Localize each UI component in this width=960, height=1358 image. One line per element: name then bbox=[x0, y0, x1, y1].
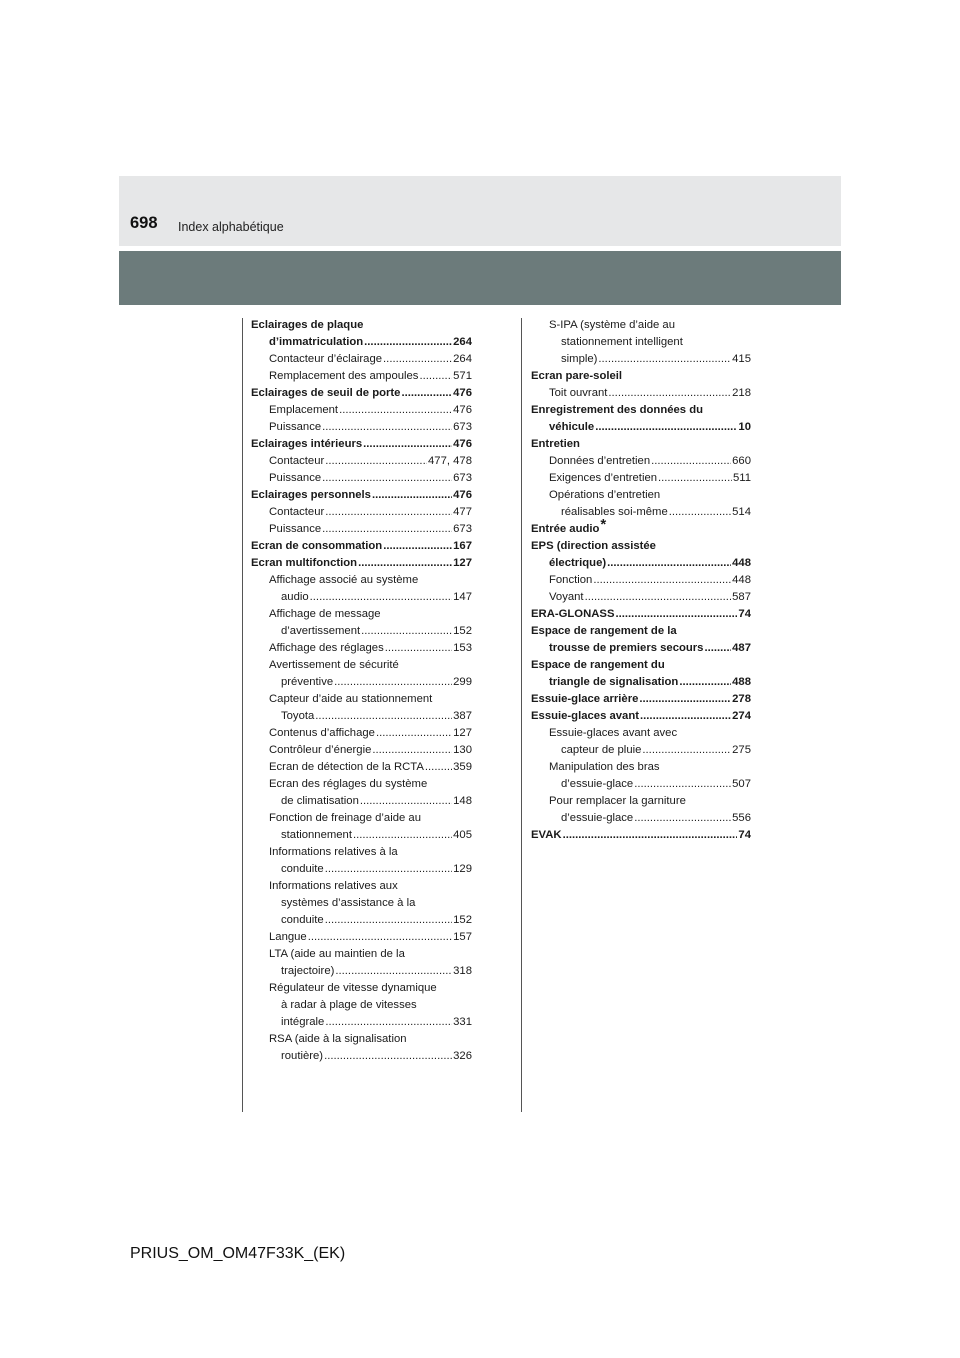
index-entry-sub bbox=[251, 963, 472, 980]
index-entry-text: Affichage de message bbox=[269, 608, 381, 620]
dot-leader bbox=[607, 555, 731, 572]
index-entry-text: Remplacement des ampoules bbox=[269, 370, 419, 382]
index-entry-heading bbox=[251, 487, 472, 504]
index-entry-text: d’immatriculation bbox=[269, 336, 364, 348]
index-entry-text: ERA-GLONASS bbox=[531, 608, 615, 620]
dot-leader bbox=[401, 385, 452, 402]
index-entry-heading bbox=[251, 436, 472, 453]
index-entry-text: Informations relatives à la bbox=[269, 846, 398, 858]
dot-leader bbox=[383, 538, 452, 555]
index-entry-text: capteur de pluie bbox=[561, 744, 642, 756]
index-page-ref[interactable]: 331 bbox=[453, 1016, 472, 1028]
index-entry-text: conduite bbox=[281, 863, 324, 875]
index-entry-text: trousse de premiers secours bbox=[549, 642, 704, 654]
page-number: 698 bbox=[130, 214, 158, 232]
document-code: PRIUS_OM_OM47F33K_(EK) bbox=[130, 1245, 346, 1262]
dot-leader bbox=[634, 776, 731, 793]
dot-leader bbox=[658, 470, 732, 487]
index-entry-text: Espace de rangement de la bbox=[531, 625, 677, 637]
index-page-ref[interactable]: 660 bbox=[732, 455, 751, 467]
index-entry-heading bbox=[251, 555, 472, 572]
index-entry-text: Voyant bbox=[549, 591, 584, 603]
index-entry-text: Enregistrement des données du bbox=[531, 404, 704, 416]
dot-leader bbox=[322, 419, 452, 436]
index-entry-sub bbox=[531, 742, 751, 759]
index-entry-sub bbox=[251, 351, 472, 368]
index-entry-sub bbox=[251, 742, 472, 759]
dot-leader bbox=[325, 912, 452, 929]
index-entry-text: d’avertissement bbox=[281, 625, 361, 637]
index-page-ref[interactable]: 74 bbox=[738, 829, 751, 841]
index-entry-text: Puissance bbox=[269, 472, 322, 484]
index-entry-text: à radar à plage de vitesses bbox=[281, 999, 417, 1011]
index-entry-sub bbox=[251, 521, 472, 538]
index-entry-heading bbox=[531, 623, 751, 640]
index-entry-sub bbox=[251, 572, 472, 589]
index-entry-sub bbox=[531, 453, 751, 470]
index-page-ref[interactable]: 476 bbox=[453, 404, 472, 416]
index-entry-heading bbox=[251, 385, 472, 402]
index-entry-text: conduite bbox=[281, 914, 324, 926]
index-entry-text: Informations relatives aux bbox=[269, 880, 398, 892]
index-entry-sub bbox=[531, 776, 751, 793]
index-entry-heading bbox=[251, 334, 472, 351]
dot-leader bbox=[334, 674, 452, 691]
index-entry-text: EVAK bbox=[531, 829, 562, 841]
dot-leader bbox=[335, 963, 452, 980]
index-column-left bbox=[251, 317, 472, 1065]
index-page-ref[interactable]: 387 bbox=[453, 710, 472, 722]
index-entry-text: triangle de signalisation bbox=[549, 676, 679, 688]
index-entry-heading bbox=[531, 691, 751, 708]
index-entry-sub bbox=[251, 402, 472, 419]
index-entry-text: véhicule bbox=[549, 421, 595, 433]
index-entry-text: d’essuie-glace bbox=[561, 778, 634, 790]
index-entry-text: d’essuie-glace bbox=[561, 812, 634, 824]
index-entry-text: systèmes d’assistance à la bbox=[281, 897, 416, 909]
index-entry-text: Ecran multifonction bbox=[251, 557, 358, 569]
index-entry-text: Eclairages intérieurs bbox=[251, 438, 363, 450]
index-entry-text: Ecran de détection de la RCTA bbox=[269, 761, 424, 773]
index-entry-heading bbox=[531, 555, 751, 572]
dot-leader bbox=[595, 419, 737, 436]
index-page-ref[interactable]: 476 bbox=[453, 387, 472, 399]
footnote-star: * bbox=[600, 516, 607, 533]
index-entry-sub bbox=[251, 640, 472, 657]
dot-leader bbox=[669, 504, 731, 521]
dot-leader bbox=[363, 436, 452, 453]
header-dark-band bbox=[119, 251, 841, 305]
index-entry-text: Contacteur bbox=[269, 506, 325, 518]
index-entry-text: de climatisation bbox=[281, 795, 359, 807]
index-entry-sub bbox=[531, 351, 751, 368]
index-page-ref[interactable]: 487 bbox=[732, 642, 751, 654]
dot-leader bbox=[339, 402, 452, 419]
index-entry-text: Essuie-glaces avant bbox=[531, 710, 640, 722]
index-page-ref[interactable]: 556 bbox=[732, 812, 751, 824]
index-entry-text: simple) bbox=[561, 353, 598, 365]
dot-leader bbox=[364, 334, 452, 351]
dot-leader bbox=[615, 606, 737, 623]
index-entry-heading bbox=[531, 368, 751, 385]
index-entry-sub bbox=[251, 674, 472, 691]
index-entry-sub bbox=[531, 589, 751, 606]
index-page-ref[interactable]: 10 bbox=[738, 421, 751, 433]
index-entry-text: Contrôleur d’énergie bbox=[269, 744, 372, 756]
index-entry-sub bbox=[251, 691, 472, 708]
index-entry-sub bbox=[531, 572, 751, 589]
index-page-ref[interactable]: 326 bbox=[453, 1050, 472, 1062]
index-entry-sub bbox=[251, 470, 472, 487]
index-entry-text: Manipulation des bras bbox=[549, 761, 660, 773]
index-entry-sub bbox=[251, 946, 472, 963]
index-page-ref[interactable]: 448 bbox=[732, 557, 751, 569]
index-entry-sub bbox=[251, 878, 472, 895]
dot-leader bbox=[360, 793, 452, 810]
index-page-ref[interactable]: 130 bbox=[453, 744, 472, 756]
index-page-ref[interactable]: 476 bbox=[453, 489, 472, 501]
index-page-ref[interactable]: 405 bbox=[453, 829, 472, 841]
dot-leader bbox=[563, 827, 738, 844]
index-entry-sub bbox=[251, 1048, 472, 1065]
index-page-ref[interactable]: 74 bbox=[738, 608, 751, 620]
index-entry-text: stationnement intelligent bbox=[561, 336, 683, 348]
index-entry-sub bbox=[251, 861, 472, 878]
dot-leader bbox=[585, 589, 732, 606]
index-page-ref[interactable]: 278 bbox=[732, 693, 751, 705]
index-entry-text: Puissance bbox=[269, 421, 322, 433]
index-entry-sub bbox=[531, 725, 751, 742]
dot-leader bbox=[325, 1014, 452, 1031]
index-entry-text: électrique) bbox=[549, 557, 607, 569]
index-entry-text: Puissance bbox=[269, 523, 322, 535]
index-entry-text: S-IPA (système d’aide au bbox=[549, 319, 675, 331]
index-entry-sub bbox=[251, 657, 472, 674]
index-entry-text: Fonction de freinage d’aide au bbox=[269, 812, 421, 824]
index-page-ref[interactable]: 514 bbox=[732, 506, 751, 518]
index-entry-text: RSA (aide à la signalisation bbox=[269, 1033, 407, 1045]
index-page-ref[interactable]: 218 bbox=[732, 387, 751, 399]
index-page-ref[interactable]: 571 bbox=[453, 370, 472, 382]
dot-leader bbox=[639, 691, 731, 708]
index-entry-text: intégrale bbox=[281, 1016, 325, 1028]
index-entry-text: Toyota bbox=[281, 710, 315, 722]
index-entry-sub bbox=[251, 810, 472, 827]
index-entry-sub bbox=[251, 759, 472, 776]
index-page-ref[interactable]: 507 bbox=[732, 778, 751, 790]
index-page-ref[interactable]: 476 bbox=[453, 438, 472, 450]
index-page-ref[interactable]: 275 bbox=[732, 744, 751, 756]
index-entry-heading bbox=[251, 317, 472, 334]
index-entry-sub bbox=[531, 810, 751, 827]
dot-leader bbox=[608, 385, 731, 402]
section-title: Index alphabétique bbox=[178, 220, 284, 234]
index-page-ref[interactable]: 147 bbox=[453, 591, 472, 603]
index-entry-text: audio bbox=[281, 591, 309, 603]
index-entry-text: Ecran pare-soleil bbox=[531, 370, 623, 382]
index-entry-sub bbox=[251, 1014, 472, 1031]
dot-leader bbox=[325, 453, 427, 470]
middle-column-rule bbox=[521, 318, 522, 1112]
index-entry-text: Contacteur d’éclairage bbox=[269, 353, 383, 365]
dot-leader bbox=[322, 521, 452, 538]
index-column-right bbox=[531, 317, 751, 844]
dot-leader bbox=[419, 368, 452, 385]
index-entry-heading bbox=[531, 402, 751, 419]
index-entry-text: Données d’entretien bbox=[549, 455, 651, 467]
dot-leader bbox=[383, 351, 452, 368]
index-entry-text: Entretien bbox=[531, 438, 580, 450]
index-page-ref[interactable]: 488 bbox=[732, 676, 751, 688]
index-entry-sub bbox=[531, 317, 751, 334]
dot-leader bbox=[322, 470, 452, 487]
index-entry-text: préventive bbox=[281, 676, 334, 688]
dot-leader bbox=[385, 640, 452, 657]
index-entry-sub bbox=[251, 419, 472, 436]
index-entry-sub bbox=[251, 980, 472, 997]
index-page-ref[interactable]: 673 bbox=[453, 523, 472, 535]
index-entry-sub bbox=[531, 504, 751, 521]
index-entry-text: Régulateur de vitesse dynamique bbox=[269, 982, 437, 994]
index-page-ref[interactable]: 318 bbox=[453, 965, 472, 977]
index-entry-heading bbox=[531, 419, 751, 436]
dot-leader bbox=[358, 555, 452, 572]
index-entry-sub bbox=[531, 487, 751, 504]
dot-leader bbox=[651, 453, 731, 470]
index-entry-heading bbox=[251, 538, 472, 555]
left-column-rule bbox=[242, 318, 243, 1112]
index-entry-heading bbox=[531, 606, 751, 623]
index-entry-text: Emplacement bbox=[269, 404, 339, 416]
index-page-ref[interactable]: 477 bbox=[453, 506, 472, 518]
index-page-ref[interactable]: 264 bbox=[453, 353, 472, 365]
index-entry-sub bbox=[251, 606, 472, 623]
dot-leader bbox=[361, 623, 452, 640]
index-entry-sub bbox=[251, 725, 472, 742]
index-entry-sub bbox=[251, 844, 472, 861]
index-entry-sub bbox=[531, 759, 751, 776]
index-entry-sub bbox=[251, 827, 472, 844]
index-entry-text: Essuie-glaces avant avec bbox=[549, 727, 678, 739]
index-entry-sub bbox=[251, 895, 472, 912]
dot-leader bbox=[376, 725, 452, 742]
index-entry-heading bbox=[531, 516, 751, 538]
index-page-ref[interactable]: 152 bbox=[453, 914, 472, 926]
index-entry-sub bbox=[251, 912, 472, 929]
index-page-ref[interactable]: 511 bbox=[732, 472, 751, 484]
dot-leader bbox=[642, 742, 731, 759]
index-entry-sub bbox=[531, 470, 751, 487]
index-entry-heading bbox=[531, 708, 751, 725]
index-page-ref[interactable]: 264 bbox=[453, 336, 472, 348]
index-entry-sub bbox=[251, 453, 472, 470]
index-entry-text: Pour remplacer la garniture bbox=[549, 795, 686, 807]
index-page-ref[interactable]: 152 bbox=[453, 625, 472, 637]
dot-leader bbox=[325, 504, 452, 521]
index-entry-text: Capteur d’aide au stationnement bbox=[269, 693, 433, 705]
index-entry-sub bbox=[251, 623, 472, 640]
index-entry-sub bbox=[251, 504, 472, 521]
index-entry-text: Eclairages de seuil de porte bbox=[251, 387, 401, 399]
index-page-ref[interactable]: 415 bbox=[732, 353, 751, 365]
index-entry-text: Affichage associé au système bbox=[269, 574, 419, 586]
index-entry-text: trajectoire) bbox=[281, 965, 335, 977]
index-page-ref[interactable]: 359 bbox=[453, 761, 472, 773]
dot-leader bbox=[325, 861, 452, 878]
index-entry-sub bbox=[531, 334, 751, 351]
index-entry-heading bbox=[531, 674, 751, 691]
index-entry-text: Entrée audio bbox=[531, 523, 600, 535]
dot-leader bbox=[308, 929, 452, 946]
index-entry-heading bbox=[531, 436, 751, 453]
index-entry-heading bbox=[531, 657, 751, 674]
dot-leader bbox=[640, 708, 731, 725]
index-entry-text: Eclairages personnels bbox=[251, 489, 371, 501]
header-band bbox=[119, 176, 841, 246]
index-entry-text: Ecran des réglages du système bbox=[269, 778, 428, 790]
index-entry-sub bbox=[251, 589, 472, 606]
index-page-ref[interactable]: 153 bbox=[453, 642, 472, 654]
dot-leader bbox=[634, 810, 731, 827]
index-entry-text: Ecran de consommation bbox=[251, 540, 383, 552]
index-page-ref[interactable]: 127 bbox=[453, 557, 472, 569]
index-entry-sub bbox=[251, 708, 472, 725]
index-page-ref[interactable]: 673 bbox=[453, 421, 472, 433]
index-entry-sub bbox=[531, 385, 751, 402]
index-entry-text: LTA (aide au maintien de la bbox=[269, 948, 405, 960]
index-page-ref[interactable]: 157 bbox=[453, 931, 472, 943]
dot-leader bbox=[353, 827, 452, 844]
index-page-ref[interactable]: 274 bbox=[732, 710, 751, 722]
index-page-ref[interactable]: 448 bbox=[732, 574, 751, 586]
index-entry-text: EPS (direction assistée bbox=[531, 540, 656, 552]
dot-leader bbox=[324, 1048, 452, 1065]
index-entry-text: Avertissement de sécurité bbox=[269, 659, 399, 671]
index-entry-heading bbox=[531, 827, 751, 844]
index-page-ref[interactable]: 587 bbox=[732, 591, 751, 603]
dot-leader bbox=[372, 742, 452, 759]
dot-leader bbox=[315, 708, 452, 725]
index-entry-text: réalisables soi-même bbox=[561, 506, 668, 518]
index-entry-sub bbox=[251, 929, 472, 946]
index-entry-sub bbox=[251, 368, 472, 385]
index-entry-text: Toit ouvrant bbox=[549, 387, 608, 399]
index-entry-text: Affichage des réglages bbox=[269, 642, 384, 654]
index-page-ref[interactable]: 673 bbox=[453, 472, 472, 484]
index-entry-heading bbox=[531, 538, 751, 555]
index-entry-sub bbox=[251, 776, 472, 793]
index-page-ref[interactable]: 148 bbox=[453, 795, 472, 807]
index-page-ref[interactable]: 167 bbox=[453, 540, 472, 552]
index-entry-text: Essuie-glace arrière bbox=[531, 693, 639, 705]
index-entry-sub bbox=[251, 793, 472, 810]
index-page-ref[interactable]: 129 bbox=[453, 863, 472, 875]
dot-leader bbox=[372, 487, 452, 504]
index-entry-text: Espace de rangement du bbox=[531, 659, 665, 671]
index-entry-text: routière) bbox=[281, 1050, 324, 1062]
index-page-ref[interactable]: 127 bbox=[453, 727, 472, 739]
index-entry-text: Langue bbox=[269, 931, 307, 943]
dot-leader bbox=[598, 351, 731, 368]
index-page-ref[interactable]: 299 bbox=[453, 676, 472, 688]
dot-leader bbox=[310, 589, 452, 606]
dot-leader bbox=[704, 640, 731, 657]
index-entry-text: stationnement bbox=[281, 829, 352, 841]
index-page-ref[interactable]: 477, 478 bbox=[428, 455, 472, 467]
index-entry-text: Eclairages de plaque bbox=[251, 319, 364, 331]
dot-leader bbox=[593, 572, 731, 589]
index-entry-text: Contenus d’affichage bbox=[269, 727, 375, 739]
index-entry-heading bbox=[531, 640, 751, 657]
index-entry-text: Opérations d’entretien bbox=[549, 489, 661, 501]
dot-leader bbox=[679, 674, 731, 691]
index-entry-sub bbox=[251, 997, 472, 1014]
index-entry-sub bbox=[251, 1031, 472, 1048]
dot-leader bbox=[425, 759, 452, 776]
index-entry-text: Exigences d’entretien bbox=[549, 472, 658, 484]
index-entry-text: Contacteur bbox=[269, 455, 325, 467]
index-entry-sub bbox=[531, 793, 751, 810]
index-entry-text: Fonction bbox=[549, 574, 593, 586]
